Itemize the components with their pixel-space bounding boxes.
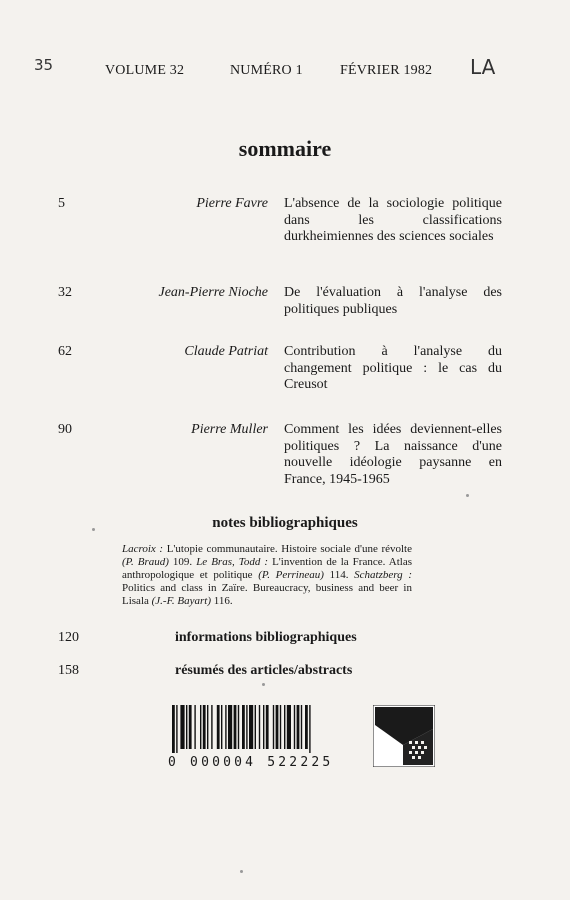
volume-label: VOLUME 32 xyxy=(105,63,185,78)
page-title: sommaire xyxy=(238,136,332,161)
note-page: 114. xyxy=(323,569,355,581)
entry-title: Contribution à l'analyse du changement politique : le cas du Creusot xyxy=(284,344,502,392)
entry-title: L'absence de la sociologie politique dans les classifications durkheimiennes des sciences sociales xyxy=(284,196,502,244)
barcode-bar xyxy=(249,705,253,749)
entry-author: Pierre Favre xyxy=(196,196,268,211)
barcode-bar xyxy=(255,705,256,749)
barcode-bar xyxy=(273,705,274,749)
entry-page-number: 5 xyxy=(58,196,65,211)
barcode-bar xyxy=(284,705,285,749)
entry-page-number: 32 xyxy=(58,285,72,300)
barcode-bar xyxy=(294,705,295,749)
barcode-bar xyxy=(228,705,232,749)
handwritten-mark-left: 35 xyxy=(34,56,54,74)
barcode-bar xyxy=(266,705,269,749)
barcode-bar xyxy=(211,705,212,749)
barcode-bar xyxy=(280,705,281,749)
entry-title: Comment les idées deviennent-elles politiques ? La naissance d'une nouvelle idéologie paysanne en France, 1945-1965 xyxy=(284,422,502,487)
entry-author: Pierre Muller xyxy=(191,422,268,437)
barcode-bar xyxy=(172,705,175,753)
barcode-bar xyxy=(189,705,192,749)
entry-author: Jean-Pierre Nioche xyxy=(158,285,268,300)
barcode-bar xyxy=(207,705,208,749)
paper-speck xyxy=(240,870,243,873)
note-page: 109. xyxy=(168,556,197,568)
barcode-bar xyxy=(297,705,300,749)
barcode-bar xyxy=(225,705,226,749)
note-page: 116. xyxy=(211,595,233,607)
barcode-bar xyxy=(276,705,279,749)
barcode-bar xyxy=(186,705,187,749)
note-reviewer: (P. Perrineau) xyxy=(258,569,324,581)
note-text: L'invention de la France. Atlas anthropologique et politique xyxy=(122,556,412,581)
note-author: Le Bras, Todd : xyxy=(196,556,269,568)
barcode-bar xyxy=(234,705,237,749)
barcode-bar xyxy=(221,705,222,749)
issue-number: NUMÉRO 1 xyxy=(230,63,303,78)
issue-date: FÉVRIER 1982 xyxy=(340,63,433,78)
note-author: Schatzberg : xyxy=(354,569,413,581)
barcode-bar xyxy=(194,705,195,749)
paper-speck xyxy=(92,528,95,531)
section-page-number: 158 xyxy=(58,663,79,678)
barcode-bar xyxy=(259,705,260,749)
barcode-bar xyxy=(203,705,206,749)
barcode-bar xyxy=(246,705,247,749)
barcode-bar xyxy=(242,705,245,749)
barcode-bar xyxy=(200,705,201,749)
barcode-number: 0 000004 522225 xyxy=(168,755,334,770)
note-reviewer: (J.-F. Bayart) xyxy=(151,595,212,607)
section-label: résumés des articles/abstracts xyxy=(175,663,353,678)
publisher-logo xyxy=(373,705,435,767)
barcode-bar xyxy=(305,705,308,749)
barcode-bar xyxy=(309,705,310,753)
barcode-bar xyxy=(287,705,291,749)
entry-title: De l'évaluation à l'analyse des politiques publiques xyxy=(284,285,502,317)
barcode-bars xyxy=(168,705,373,753)
notes-list xyxy=(122,543,412,608)
entry-author: Claude Patriat xyxy=(184,344,268,359)
section-page-number: 120 xyxy=(58,630,79,645)
section-label: informations bibliographiques xyxy=(175,630,357,645)
notes-heading: notes bibliographiques xyxy=(212,515,358,531)
note-text: L'utopie communautaire. Histoire sociale d'une révolte xyxy=(163,543,412,555)
entry-page-number: 62 xyxy=(58,344,72,359)
barcode-bar xyxy=(301,705,302,749)
note-text: Politics and class in Zaïre. Bureaucracy, business and beer in Lisala xyxy=(122,582,412,607)
note-author: Lacroix : xyxy=(122,543,164,555)
paper-speck xyxy=(466,494,469,497)
barcode-bar xyxy=(238,705,239,749)
barcode xyxy=(168,705,438,775)
handwritten-mark-right: LA xyxy=(470,55,496,79)
barcode-bar xyxy=(180,705,184,749)
barcode-bar xyxy=(263,705,264,749)
barcode-bar xyxy=(176,705,177,753)
note-reviewer: (P. Braud) xyxy=(122,556,169,568)
entry-page-number: 90 xyxy=(58,422,72,437)
barcode-bar xyxy=(217,705,220,749)
paper-speck xyxy=(262,683,265,686)
